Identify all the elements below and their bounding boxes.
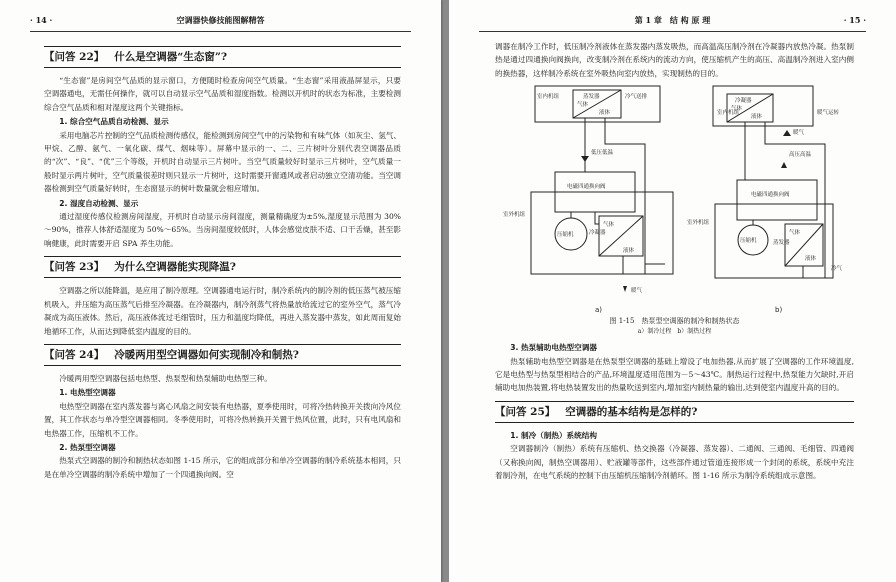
- paragraph: 空调器制冷（制热）系统有压缩机、热交换器（冷凝器、蒸发器）、二通阀、三通阀、毛细管、四通阀（又称换向阀，制热空调器用）、贮液罐等部件，这些部件通过管道连接形成一个封闭的系统，系统中充注着制冷剂，在电气系统的控制下由压缩机压缩制冷剂循环。图 1-16 所示为制冷系统组成示意图。: [495, 444, 854, 481]
- question-title: 为什么空调器能实现降温?: [114, 261, 236, 274]
- b-outdoor-unit-label: 室外机组: [687, 220, 710, 227]
- b-warm-air-send-label: 暖气运转: [817, 110, 840, 117]
- question-25-heading: [495, 401, 854, 423]
- b-liquid2-label: 液体: [805, 256, 817, 263]
- question-title: 什么是空调器“生态窗”?: [114, 51, 228, 63]
- subheading: 1. 制冷（制热）系统结构: [510, 430, 597, 440]
- subheading: 1. 综合空气品质自动检测、显示: [59, 117, 169, 127]
- a-indoor-unit-label: 室内机组: [537, 94, 560, 101]
- paragraph: 通过湿度传感仪检测房间湿度，开机时自动显示房间湿度，测量精确度为±5%,湿度显示范围为 30%～90%，推荐人体舒适湿度为 50%～65%。当房间湿度较低时，人体会感觉皮肤不适、口干舌燥，甚至影响健康，此时需要开启 SPA 养生功能。: [44, 212, 401, 248]
- subheading: 2. 热泵型空调器: [59, 442, 116, 452]
- question-number: 【问答 22】: [44, 51, 105, 63]
- b-indoor-unit-label: 室内机组: [717, 110, 740, 117]
- right-page-header: [479, 15, 866, 32]
- figure-heat-pump-diagram: [495, 84, 854, 316]
- right-page-content: [495, 40, 854, 483]
- b-high-pressure-label: 高压高温: [789, 152, 812, 159]
- a-compressor-label: 压缩机: [557, 232, 574, 239]
- subheading: 1. 电热型空调器: [59, 388, 116, 398]
- question-22-heading: [44, 46, 401, 68]
- panel-a-label: a): [595, 306, 603, 315]
- a-outdoor-unit-label: 室外机组: [503, 212, 526, 219]
- chapter-title: 第 1 章 结 构 原 理: [634, 15, 711, 25]
- question-number: 【问答 23】: [44, 261, 105, 274]
- paragraph: “生态窗”是房间空气品质的显示窗口，方便随时检查房间空气质量。“生态窗”采用液晶屏显示，只要空调器通电，无需任何操作，就可以自动显示空气品质和湿度指数。检测以开机时的状态为标准，主要检测综合空气品质和相对湿度这两个关键指标。: [44, 76, 401, 112]
- paragraph: 空调器之所以能降温，是应用了制冷原理。空调器通电运行时，制冷系统内的制冷剂的低压蒸气被压缩机吸入，并压缩为高压蒸气后排至冷凝器。在冷凝器内，制冷剂蒸气将热量放给流过它的室外空气，蒸气冷凝成为高压液体。然后，高压液体流过毛细管时，压力和温度均降低，再进入蒸发器中蒸发，如此周而复始地循环工作，从而达到降低室内温度的目的。: [44, 286, 401, 336]
- right-page-number: · 15 ·: [843, 15, 866, 25]
- b-evaporator-label: 蒸发器: [773, 240, 790, 247]
- subheading: 2. 湿度自动检测、显示: [59, 198, 139, 208]
- b-valve-box: [737, 180, 817, 220]
- a-warm-air-label: 暖气: [631, 288, 643, 295]
- heat-pump-diagram-svg: [495, 84, 854, 316]
- a-liquid-label: 液体: [599, 110, 611, 117]
- paragraph: 热泵辅助电热型空调器是在热泵型空调器的基础上增设了电加热器,从而扩展了空调器的工作环境温度,它是电热型与热泵型相结合的产品,环境温度适用范围为－5～43℃。制热运行过程中,热泵能力欠缺时,开启辅助电加热装置,将电热装置发出的热量吹送到室内,增加室内制热量的输出,达到使室内温度升高的目的。: [495, 356, 854, 393]
- figure-subcaption: a）制冷过程 b）制热过程: [637, 328, 712, 336]
- b-valve-label: 电磁四通换向阀: [751, 192, 790, 199]
- question-title: 冷暖两用型空调器如何实现制冷和制热?: [114, 348, 299, 361]
- a-gas-label: 气体: [577, 102, 589, 109]
- left-running-title: 空调器快修技能图解精答: [176, 15, 265, 25]
- paragraph: 采用电脑芯片控制的空气品质检测传感仪，能检测到房间空气中的污染物和有味气体（如灰尘、氢气、甲烷、乙醇、氨气、一氧化碳、煤气、烟味等）。屏幕中显示的一、二、三片树叶分别代表空调器品质的“次”、“良”、“优”三个等级，开机时自动显示三片树叶。当空气质量较好时显示三片树叶，空气质量一般时显示两片树叶，空气质量很差时则只显示一片树叶，这时需要开窗通风或者启动独立空清功能。当空调器检测到空气质量好转时，生态窗显示的树叶数量就会相应增加。: [44, 130, 401, 194]
- b-gas-label: 气体: [731, 106, 743, 113]
- b-compressor-label: 压缩机: [740, 238, 757, 245]
- left-page-number: · 14 ·: [30, 15, 53, 25]
- panel-b-label: b): [775, 306, 783, 315]
- a-valve-label: 电磁四通换向阀: [567, 184, 606, 191]
- paragraph: 冷暖两用型空调器包括电热型、热泵型和热泵辅助电热型三种。: [59, 373, 272, 383]
- b-liquid-label: 液体: [751, 114, 763, 121]
- subheading: 3. 热泵辅助电热型空调器: [510, 343, 597, 353]
- right-page: [449, 0, 896, 582]
- a-evaporator-label: 蒸发器: [583, 94, 600, 101]
- left-page-header: [30, 15, 411, 32]
- a-low-pressure-label: 低压低温: [591, 150, 614, 157]
- question-number: 【问答 25】: [495, 405, 556, 418]
- b-cold-air-label: 冷气: [831, 266, 843, 273]
- a-condenser-label: 冷凝器: [589, 230, 606, 237]
- question-23-heading: [44, 256, 401, 278]
- b-gas2-label: 气体: [789, 230, 801, 237]
- paragraph: 热泵式空调器的制冷和制热状态如图 1-15 所示，它的组成部分和单冷空调器的制冷系统基本相同，只是在单冷空调器的制冷系统中增加了一个四通换向阀。空: [44, 456, 401, 479]
- b-warm-air-top-label: 暖气: [793, 130, 805, 137]
- paragraph: 电热型空调器在室内蒸发器与离心风扇之间安装有电热器，夏季使用时，可将冷热转换开关拨向冷风位置，其工作状态与单冷型空调器相同。冬季使用时，可将冷热转换开关置于热风位置，此时，只有电风扇和电热器工作，压缩机不工作。: [44, 401, 401, 438]
- a-liquid2-label: 液体: [623, 248, 635, 255]
- a-gas2-label: 气体: [603, 222, 615, 229]
- b-indoor-unit-box: [713, 86, 813, 126]
- a-cold-air-label: 冷气送排: [625, 94, 648, 101]
- figure-caption: 图 1-15 热泵型空调器的制冷和制热状态: [609, 317, 740, 326]
- question-number: 【问答 24】: [44, 348, 105, 361]
- left-page-content: [44, 40, 401, 482]
- b-condenser-label: 冷凝器: [735, 98, 752, 105]
- question-title: 空调器的基本结构是怎样的?: [565, 405, 698, 418]
- question-24-heading: [44, 344, 401, 366]
- paragraph: 调器在制冷工作时，低压制冷剂液体在蒸发器内蒸发吸热，而高温高压制冷剂在冷凝器内放热冷凝。热泵制热是通过四通换向阀换向，改变制冷剂在系统内的流动方向，使压缩机产生的高压、高温制冷剂进入室内侧的换热器，这样制冷系统在室外吸热向室内放热，实现制热的目的。: [495, 42, 854, 78]
- left-page: [0, 0, 441, 582]
